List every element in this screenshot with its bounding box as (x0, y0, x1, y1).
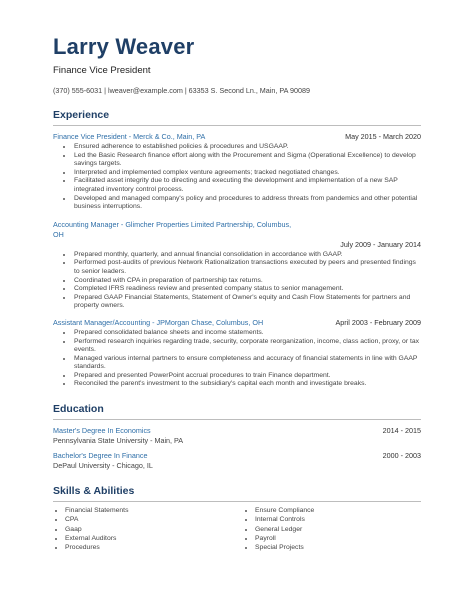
experience-section (53, 109, 421, 389)
list-item: • Ensured adherence to established policies & procedures and USGAAP. (73, 143, 421, 152)
job-entry-title: Assistant Manager/Accounting - JPMorgan Chase, Columbus, OH (53, 317, 264, 327)
school-name: Pennsylvania State University - Main, PA (53, 436, 184, 446)
section-divider (53, 501, 421, 502)
list-item: • Prepared and presented PowerPoint accrual procedures to train Finance department. (73, 372, 421, 381)
list-item: • CPA (65, 515, 231, 524)
school-name: DePaul University - Chicago, IL (53, 461, 153, 471)
list-item: • Prepared monthly, quarterly, and annual financial consolidation in accordance with GAAP. (73, 251, 421, 260)
education-section (53, 403, 421, 471)
list-item: • Prepared GAAP Financial Statements, Statement of Owner's equity and Cash Flow Statements for partners and property owners. (73, 294, 421, 311)
degree-name: Bachelor's Degree In Finance (53, 451, 148, 461)
list-item: • Ensure Compliance (255, 506, 421, 515)
education-dates: 2014 - 2015 (382, 426, 421, 436)
skills-columns (53, 506, 421, 552)
contact-line: (370) 555-6031 | lweaver@example.com | 63353 S. Second Ln., Main, PA 90089 (53, 86, 311, 95)
job-entry-title: Finance Vice President - Merck & Co., Main, PA (53, 132, 206, 141)
candidate-name: Larry Weaver (53, 34, 195, 59)
list-item: • Completed IFRS readiness review and presented company status to senior management. (73, 285, 421, 294)
list-item: • Gaap (65, 525, 231, 534)
education-heading: Education (53, 403, 104, 416)
list-item: • General Ledger (255, 525, 421, 534)
list-item: • Payroll (255, 534, 421, 543)
list-item: • Developed and managed company's policy and procedures to address threats from pandemics and other potential business interruptions. (73, 195, 421, 212)
list-item: • Coordinated with CPA in preparation of partnership tax returns. (73, 277, 421, 286)
job-entry (53, 318, 421, 389)
list-item: • Interpreted and implemented complex venture agreements; tracked negotiated changes. (73, 169, 421, 178)
list-item: • External Auditors (65, 534, 231, 543)
job-bullet-list (53, 143, 421, 212)
list-item: • Performed research inquiries regarding trade, security, corporate reorganization, income, class action, proxy, or tax events. (73, 338, 421, 355)
list-item: • Managed various internal partners to ensure completeness and accuracy of financial statements in line with GAAP standards. (73, 355, 421, 372)
job-title-heading: Finance Vice President (53, 65, 151, 76)
job-entry (53, 132, 421, 212)
section-divider (53, 125, 421, 126)
job-bullet-list (53, 251, 421, 311)
skills-list-right (243, 506, 421, 552)
list-item: • Performed post-audits of previous Network Rationalization transactions executed by peers and presented findings to senior leaders. (73, 259, 421, 276)
list-item: • Internal Controls (255, 515, 421, 524)
degree-name: Master's Degree In Economics (53, 426, 151, 436)
skills-heading: Skills & Abilities (53, 485, 135, 498)
list-item: • Facilitated asset integrity due to directing and executing the development and implementation of a new SAP integrated inventory control process. (73, 177, 421, 194)
list-item: • Prepared consolidated balance sheets and income statements. (73, 329, 421, 338)
education-dates: 2000 - 2003 (382, 451, 421, 461)
job-bullet-list (53, 329, 421, 389)
job-entry-title: Accounting Manager - Glimcher Properties Limited Partnership, Columbus, OH (53, 219, 292, 239)
job-entry-dates: May 2015 - March 2020 (345, 132, 421, 141)
section-divider (53, 419, 421, 420)
skills-section (53, 485, 421, 552)
list-item: • Financial Statements (65, 506, 231, 515)
job-entry-dates: April 2003 - February 2009 (335, 317, 421, 327)
education-entry (53, 451, 421, 471)
list-item: • Procedures (65, 543, 231, 552)
list-item: • Special Projects (255, 543, 421, 552)
job-entry-dates: July 2009 - January 2014 (340, 239, 421, 249)
list-item: • Led the Basic Research finance effort along with the Procurement and Sigma (Operational Excellence) to develop savings targets. (73, 152, 421, 169)
skills-list-left (53, 506, 231, 552)
list-item: • Reconciled the parent's investment to the subsidiary's capital each month and investigate breaks. (73, 380, 421, 389)
experience-heading: Experience (53, 109, 110, 121)
job-entry (53, 220, 421, 311)
education-entry (53, 426, 421, 446)
